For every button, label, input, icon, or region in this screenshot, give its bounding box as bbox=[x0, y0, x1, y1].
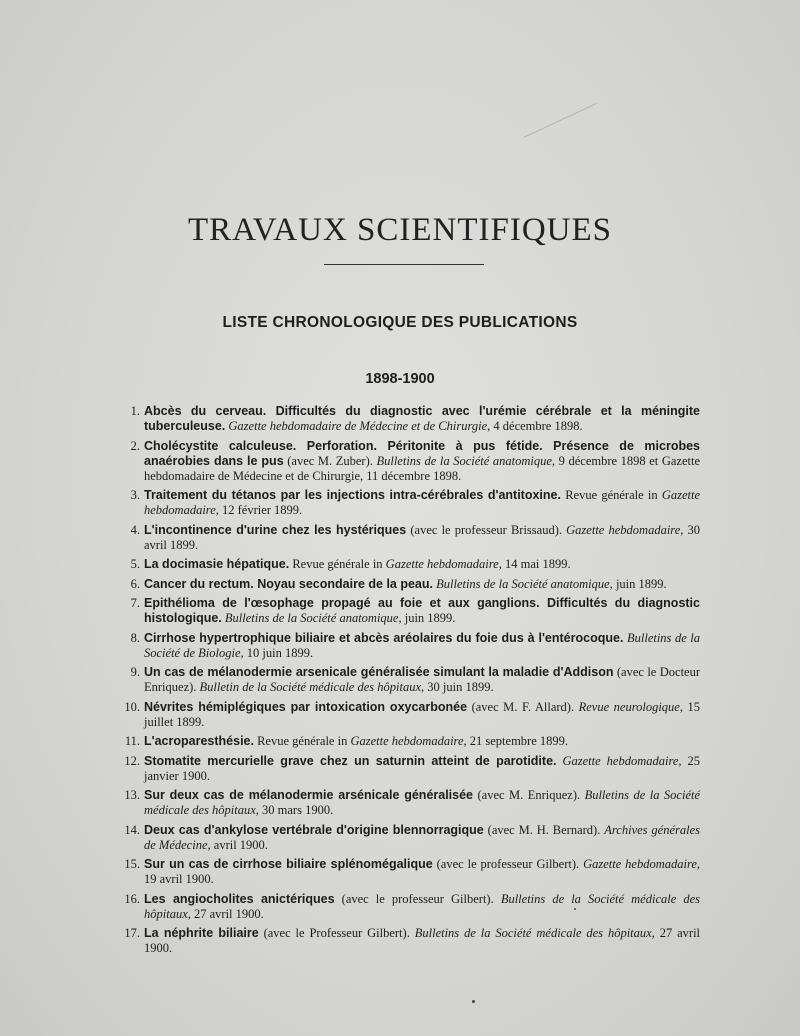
entry-journal: Archives générales de Médecine, bbox=[144, 822, 701, 852]
entry-date: 25 janvier 1900. bbox=[144, 753, 701, 783]
publication-entry bbox=[104, 439, 700, 484]
entry-number: 16. bbox=[124, 891, 140, 906]
entry-date: juin 1899. bbox=[615, 576, 667, 591]
entry-date: 30 juin 1899. bbox=[427, 680, 494, 694]
entry-number: 7. bbox=[130, 596, 140, 610]
entry-title: Sur deux cas de mélanodermie arsénicale généralisée bbox=[144, 788, 474, 802]
publication-entry bbox=[104, 857, 700, 887]
entry-title: Epithélioma de l'œsophage propagé au foie et aux ganglions. Difficultés du diagnostic histologique. bbox=[144, 596, 700, 625]
publication-entry bbox=[104, 596, 700, 626]
entry-number: 3. bbox=[130, 488, 140, 502]
entry-title: L'acroparesthésie. bbox=[144, 734, 254, 748]
entry-number: 14. bbox=[124, 822, 140, 837]
entry-date: 19 avril 1900. bbox=[144, 872, 214, 886]
entry-journal: Gazette hebdomadaire, bbox=[350, 734, 467, 748]
publication-entry bbox=[104, 823, 700, 853]
entry-journal: Bulletin de la Société médicale des hôpitaux, bbox=[199, 680, 425, 694]
entry-number: 6. bbox=[130, 576, 140, 591]
entry-journal: Gazette hebdomadaire, bbox=[144, 488, 701, 517]
entry-title: Abcès du cerveau. Difficultés du diagnostic avec l'urémie cérébrale et la méningite tuberculeuse. bbox=[144, 404, 700, 433]
entry-title: Traitement du tétanos par les injections intra-cérébrales d'antitoxine. bbox=[144, 488, 561, 502]
entry-title: Les angiocholites anictériques bbox=[144, 891, 335, 906]
entry-date: avril 1900. bbox=[213, 837, 268, 852]
entry-coauthors: (avec le professeur Brissaud). bbox=[410, 522, 562, 537]
publication-entry bbox=[104, 788, 700, 818]
entry-date: 30 mars 1900. bbox=[262, 803, 334, 817]
entry-journal: Gazette hebdomadaire de Médecine et de Chirurgie, bbox=[228, 419, 491, 433]
entry-title: Cancer du rectum. Noyau secondaire de la peau. bbox=[144, 576, 433, 591]
publication-entry bbox=[104, 523, 700, 553]
entry-number: 13. bbox=[124, 788, 140, 802]
publication-entry bbox=[104, 734, 700, 749]
entry-date: 9 décembre 1898 et Gazette hebdomadaire de Médecine et de Chirurgie, 11 décembre 1898. bbox=[144, 453, 701, 483]
entry-journal: Gazette hebdomadaire, bbox=[562, 753, 682, 768]
entry-date: 12 février 1899. bbox=[222, 503, 303, 517]
publication-entry bbox=[104, 631, 700, 661]
list-heading: LISTE CHRONOLOGIQUE DES PUBLICATIONS bbox=[222, 314, 578, 331]
page-title: TRAVAUX SCIENTIFIQUES bbox=[187, 212, 613, 248]
entry-date: 21 septembre 1899. bbox=[469, 734, 569, 748]
entry-coauthors: (avec M. Enriquez). bbox=[477, 788, 581, 802]
entry-coauthors: (avec le professeur Gilbert). bbox=[341, 891, 494, 906]
entry-date: 10 juin 1899. bbox=[246, 645, 314, 660]
entry-journal: Gazette hebdomadaire, bbox=[583, 857, 701, 871]
entry-number: 10. bbox=[124, 699, 140, 714]
entry-journal: Bulletins de la Société de Biologie, bbox=[144, 630, 701, 660]
publication-entry bbox=[104, 557, 700, 572]
title-divider bbox=[324, 264, 484, 265]
entry-journal: Gazette hebdomadaire, bbox=[385, 557, 502, 571]
entry-coauthors: (avec M. H. Bernard). bbox=[487, 822, 601, 837]
entry-journal: Bulletins de la Société médicale des hôpitaux, bbox=[414, 926, 655, 940]
entry-date: 4 décembre 1898. bbox=[493, 419, 583, 433]
entry-date: 27 avril 1900. bbox=[194, 906, 264, 921]
entry-coauthors: Revue générale in bbox=[257, 734, 348, 748]
paper-speck bbox=[574, 908, 576, 910]
entry-number: 4. bbox=[130, 522, 140, 537]
entry-number: 12. bbox=[124, 753, 140, 768]
entry-number: 11. bbox=[124, 734, 140, 748]
period-heading: 1898-1900 bbox=[365, 371, 435, 387]
entry-coauthors: (avec le Docteur Enriquez). bbox=[144, 665, 701, 694]
entry-date: 30 avril 1899. bbox=[144, 522, 701, 552]
entry-title: Un cas de mélanodermie arsenicale généralisée simulant la maladie d'Addison bbox=[144, 665, 614, 679]
entry-number: 2. bbox=[130, 438, 140, 453]
entry-journal: Gazette hebdomadaire, bbox=[566, 522, 684, 537]
entry-title: Stomatite mercurielle grave chez un saturnin atteint de parotidite. bbox=[144, 753, 557, 768]
publication-entry bbox=[104, 404, 700, 434]
entry-date: 27 avril 1900. bbox=[144, 926, 701, 955]
publication-entry bbox=[104, 926, 700, 956]
entry-journal: Bulletins de la Société anatomique, bbox=[376, 453, 556, 468]
entry-title: Névrites hémiplégiques par intoxication oxycarbonée bbox=[144, 699, 468, 714]
entry-coauthors: (avec le professeur Gilbert). bbox=[436, 857, 580, 871]
paper-mark bbox=[524, 103, 597, 138]
entry-title: La docimasie hépatique. bbox=[144, 557, 290, 571]
publication-entry bbox=[104, 665, 700, 695]
publication-entry bbox=[104, 700, 700, 730]
publication-entry bbox=[104, 892, 700, 922]
entry-coauthors: Revue générale in bbox=[565, 488, 658, 502]
entry-coauthors: (avec M. Zuber). bbox=[287, 453, 373, 468]
publication-entry bbox=[104, 577, 700, 592]
entry-title: Cirrhose hypertrophique biliaire et abcès aréolaires du foie dus à l'entérocoque. bbox=[144, 630, 624, 645]
entry-journal: Revue neurologique, bbox=[578, 699, 683, 714]
paper-speck bbox=[472, 1000, 475, 1003]
entry-coauthors: (avec M. F. Allard). bbox=[471, 699, 575, 714]
entry-journal: Bulletins de la Société anatomique, bbox=[436, 576, 613, 591]
entry-title: L'incontinence d'urine chez les hystériques bbox=[144, 522, 407, 537]
entry-title: La néphrite biliaire bbox=[144, 926, 259, 940]
entry-number: 9. bbox=[130, 665, 140, 679]
publication-entry bbox=[104, 488, 700, 518]
entry-date: 15 juillet 1899. bbox=[144, 699, 701, 729]
entry-title: Cholécystite calculeuse. Perforation. Péritonite à pus fétide. Présence de microbes anaérobies dans le pus bbox=[144, 438, 700, 468]
entry-date: 14 mai 1899. bbox=[504, 557, 571, 571]
entry-number: 8. bbox=[130, 630, 140, 645]
entry-date: juin 1899. bbox=[404, 611, 456, 625]
entry-journal: Bulletins de la Société médicale des hôpitaux, bbox=[144, 788, 701, 817]
entry-title: Deux cas d'ankylose vertébrale d'origine blennorragique bbox=[144, 822, 484, 837]
entry-journal: Bulletins de la Société anatomique, bbox=[224, 611, 402, 625]
entry-number: 1. bbox=[130, 404, 140, 418]
publication-entry bbox=[104, 754, 700, 784]
publication-list bbox=[104, 404, 700, 961]
entry-number: 15. bbox=[124, 857, 140, 871]
entry-coauthors: (avec le Professeur Gilbert). bbox=[263, 926, 410, 940]
entry-number: 17. bbox=[124, 926, 140, 940]
entry-coauthors: Revue générale in bbox=[292, 557, 383, 571]
entry-number: 5. bbox=[130, 557, 140, 571]
entry-title: Sur un cas de cirrhose biliaire splénomégalique bbox=[144, 857, 433, 871]
entry-journal: Bulletins de la Société médicale des hôpitaux, bbox=[144, 891, 701, 921]
